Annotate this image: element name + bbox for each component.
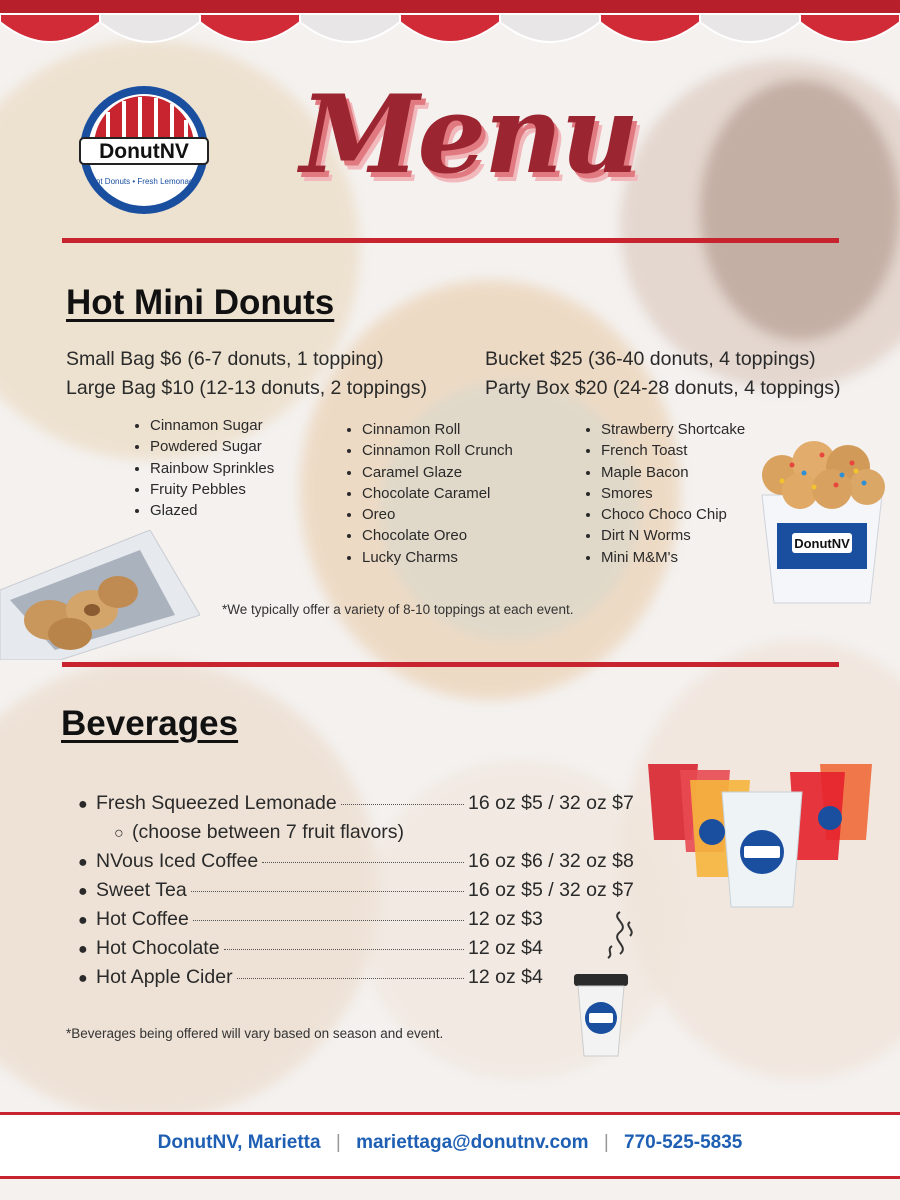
lemonade-cups-photo [640, 752, 885, 912]
beverage-row-iced-coffee [78, 850, 658, 879]
beverage-name: Hot Chocolate [96, 937, 220, 959]
footer-email[interactable]: mariettaga@donutnv.com [356, 1132, 589, 1153]
logo-text: DonutNV [99, 140, 189, 163]
list-item: • Mini M&M's [601, 547, 745, 568]
toppings-column-1 [134, 415, 274, 521]
list-item: • Glazed [150, 500, 274, 521]
beverage-subnote [78, 821, 658, 850]
beverage-name: NVous Iced Coffee [96, 850, 259, 872]
size-large-bag: Large Bag $10 (12-13 donuts, 2 toppings) [66, 377, 428, 399]
hot-coffee-cup-photo [568, 970, 634, 1060]
page-title: Menu [300, 72, 638, 198]
size-bucket: Bucket $25 (36-40 donuts, 4 toppings) [485, 348, 816, 370]
list-item: • Powdered Sugar [150, 436, 274, 457]
list-item: • Cinnamon Roll Crunch [362, 440, 513, 461]
divider-top [62, 238, 839, 243]
leader-dots [191, 891, 464, 892]
beverages-note: *Beverages being offered will vary based on season and event. [66, 1026, 444, 1041]
beverage-price: 12 oz $4 [468, 966, 543, 988]
toppings-column-3 [585, 419, 745, 568]
toppings-note: *We typically offer a variety of 8-10 toppings at each event. [222, 602, 574, 617]
list-item: • Fruity Pebbles [150, 479, 274, 500]
leader-dots [262, 862, 464, 863]
beverage-price: 16 oz $5 / 32 oz $7 [468, 792, 634, 814]
bullet-icon: ● [78, 883, 88, 900]
donutnv-logo [78, 84, 210, 216]
divider-middle [62, 662, 839, 667]
list-item: • Choco Choco Chip [601, 504, 745, 525]
bullet-icon: ● [78, 941, 88, 958]
beverage-row-sweet-tea [78, 879, 658, 908]
list-item: • Dirt N Worms [601, 525, 745, 546]
footer-top-line [0, 1112, 900, 1115]
size-party-box: Party Box $20 (24-28 donuts, 4 toppings) [485, 377, 841, 399]
beverage-price: 12 oz $3 [468, 908, 543, 930]
donut-bucket-photo [752, 425, 892, 610]
list-item: • Chocolate Caramel [362, 483, 513, 504]
beverages-heading: Beverages [61, 704, 239, 743]
size-small-bag: Small Bag $6 (6-7 donuts, 1 topping) [66, 348, 384, 370]
bullet-icon: ● [78, 796, 88, 813]
list-item: • Smores [601, 483, 745, 504]
list-item: • Cinnamon Sugar [150, 415, 274, 436]
footer-location: DonutNV, Marietta [157, 1132, 321, 1153]
beverage-price: 16 oz $6 / 32 oz $8 [468, 850, 634, 872]
logo-tagline: Hot Donuts • Fresh Lemonade [90, 177, 198, 186]
list-item: • Chocolate Oreo [362, 525, 513, 546]
beverage-list [78, 792, 658, 995]
footer-contact [0, 1132, 900, 1154]
hollow-bullet-icon: ○ [114, 825, 124, 842]
bucket-label: DonutNV [794, 536, 850, 551]
list-item: • French Toast [601, 440, 745, 461]
bullet-icon: ● [78, 970, 88, 987]
list-item: • Maple Bacon [601, 462, 745, 483]
list-item: • Lucky Charms [362, 547, 513, 568]
donuts-heading: Hot Mini Donuts [66, 283, 335, 322]
list-item: • Caramel Glaze [362, 462, 513, 483]
beverage-row-lemonade [78, 792, 658, 821]
leader-dots [341, 804, 464, 805]
list-item: • Cinnamon Roll [362, 419, 513, 440]
beverage-price: 16 oz $5 / 32 oz $7 [468, 879, 634, 901]
beverage-name: Hot Coffee [96, 908, 189, 930]
beverage-name: Hot Apple Cider [96, 966, 233, 988]
leader-dots [224, 949, 464, 950]
footer-phone[interactable]: 770-525-5835 [624, 1132, 743, 1153]
steam-icon [600, 908, 642, 970]
beverage-row-hot-chocolate [78, 937, 658, 966]
beverage-row-hot-coffee [78, 908, 658, 937]
toppings-column-2 [346, 419, 513, 568]
list-item: • Oreo [362, 504, 513, 525]
donut-bag-photo [0, 530, 200, 660]
leader-dots [237, 978, 464, 979]
beverage-name: Sweet Tea [96, 879, 187, 901]
bullet-icon: ● [78, 912, 88, 929]
list-item: • Strawberry Shortcake [601, 419, 745, 440]
list-item: • Rainbow Sprinkles [150, 458, 274, 479]
awning-decoration [0, 0, 900, 52]
separator: | [335, 1132, 341, 1153]
beverage-name: (choose between 7 fruit flavors) [132, 821, 405, 843]
footer-bottom-line [0, 1176, 900, 1179]
beverage-price: 12 oz $4 [468, 937, 543, 959]
beverage-name: Fresh Squeezed Lemonade [96, 792, 337, 814]
leader-dots [193, 920, 464, 921]
separator: | [603, 1132, 609, 1153]
bullet-icon: ● [78, 854, 88, 871]
